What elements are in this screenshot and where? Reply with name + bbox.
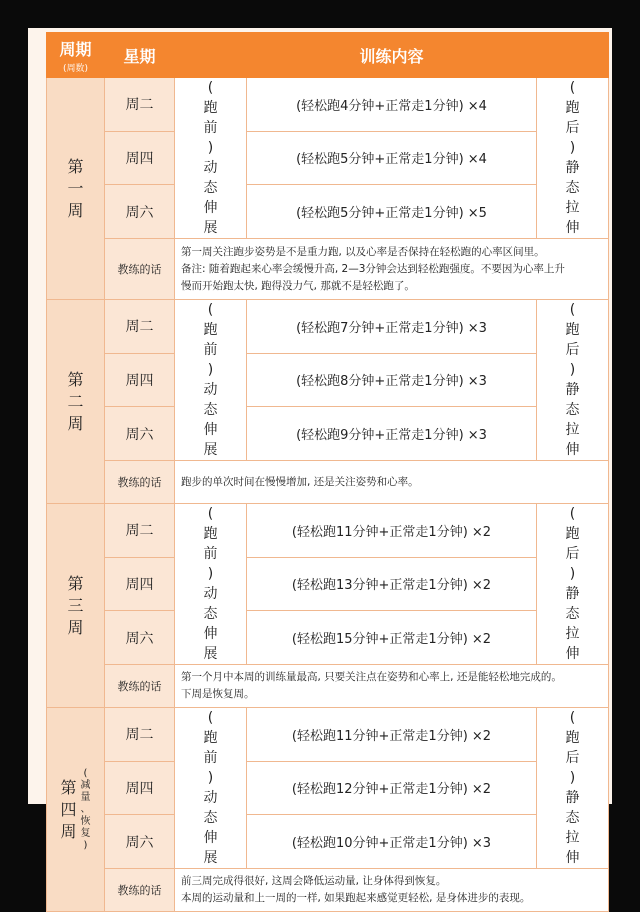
weekday-cell: 周六 [105, 815, 175, 869]
cooldown-char: 后 [565, 546, 580, 562]
session-cell: (轻松跑7分钟+正常走1分钟) ×3 [247, 300, 537, 354]
week-name-char: 第 [60, 777, 77, 797]
warmup-char: ( [207, 506, 214, 522]
weekday-cell: 周六 [105, 185, 175, 239]
cooldown-char: 跑 [565, 730, 580, 746]
warmup-char: 展 [203, 850, 218, 866]
warmup-char: 动 [203, 790, 218, 806]
coach-line: 本周的运动量和上一周的一样, 如果跑起来感觉更轻松, 是身体进步的表现。 [181, 892, 531, 904]
week-note-char: 恢 [80, 815, 91, 827]
day-row [47, 300, 609, 354]
warmup-char: ) [207, 140, 214, 156]
week-name [67, 369, 85, 435]
week-note-char: 减 [80, 779, 91, 791]
week-name-char: 三 [67, 595, 84, 615]
cooldown-char: 后 [565, 120, 580, 136]
warmup-char: 态 [203, 402, 218, 418]
warmup-char: 态 [203, 810, 218, 826]
week-name-char: 第 [67, 156, 84, 176]
coach-line: 跑步的单次时间在慢慢增加, 还是关注姿势和心率。 [181, 475, 419, 488]
day-row [47, 557, 609, 611]
cooldown-char: 静 [565, 790, 580, 806]
warmup-char: 前 [203, 120, 218, 136]
week-note-char: 、 [80, 803, 91, 815]
warmup-char: 伸 [203, 830, 218, 846]
coach-line: 下周是恢复周。 [181, 688, 255, 700]
week-name-char: 四 [60, 799, 77, 819]
day-row [47, 761, 609, 815]
warmup-char: 展 [203, 442, 218, 458]
warmup-char: 动 [203, 160, 218, 176]
week-note-char: ) [83, 839, 88, 851]
coach-row [47, 239, 609, 300]
week-name [60, 777, 78, 843]
cooldown-char: 伸 [565, 442, 580, 458]
coach-label: 教练的话 [105, 239, 175, 300]
cooldown-char: 拉 [565, 830, 580, 846]
cooldown-char: ) [569, 566, 576, 582]
cooldown-char: 伸 [565, 220, 580, 236]
warmup-char: ( [207, 302, 214, 318]
cooldown-char: 拉 [565, 626, 580, 642]
week-note [80, 768, 92, 852]
cooldown-char: 态 [565, 810, 580, 826]
cooldown-char: 后 [565, 750, 580, 766]
session-cell: (轻松跑12分钟+正常走1分钟) ×2 [247, 761, 537, 815]
warmup-char: 态 [203, 180, 218, 196]
warmup-char: 展 [203, 646, 218, 662]
weekday-cell: 周二 [105, 708, 175, 762]
session-cell: (轻松跑15分钟+正常走1分钟) ×2 [247, 611, 537, 665]
weekday-cell: 周二 [105, 78, 175, 132]
warmup-char: 前 [203, 750, 218, 766]
coach-label: 教练的话 [105, 869, 175, 912]
warmup-char: 动 [203, 382, 218, 398]
session-cell: (轻松跑4分钟+正常走1分钟) ×4 [247, 78, 537, 132]
warmup-char: 动 [203, 586, 218, 602]
plan-body [47, 78, 609, 912]
training-plan-table [46, 32, 609, 912]
cooldown-char: 伸 [565, 646, 580, 662]
cooldown-char: ( [569, 80, 576, 96]
coach-row [47, 461, 609, 504]
week-label-3 [47, 504, 105, 708]
warmup-char: 前 [203, 342, 218, 358]
week-name-char: 周 [67, 413, 84, 433]
cooldown-cell [537, 708, 609, 869]
week-label-4 [47, 708, 105, 912]
coach-text [175, 239, 609, 300]
session-cell: (轻松跑9分钟+正常走1分钟) ×3 [247, 407, 537, 461]
cooldown-cell [537, 78, 609, 239]
warmup-char: ) [207, 566, 214, 582]
cooldown-char: ( [569, 710, 576, 726]
coach-line: 备注: 随着跑起来心率会缓慢升高, 2—3分钟会达到轻松跑强度。不要因为心率上升 [181, 262, 565, 275]
warmup-cell [175, 504, 247, 665]
coach-row [47, 665, 609, 708]
header-period-sub: (周数) [62, 63, 89, 74]
day-row [47, 353, 609, 407]
cooldown-cell [537, 504, 609, 665]
weekday-cell: 周四 [105, 761, 175, 815]
cooldown-cell [537, 300, 609, 461]
session-cell: (轻松跑11分钟+正常走1分钟) ×2 [247, 708, 537, 762]
cooldown-char: 跑 [565, 322, 580, 338]
weekday-cell: 周四 [105, 353, 175, 407]
coach-line: 慢而开始跑太快, 跑得没力气, 那就不是轻松跑了。 [181, 279, 415, 292]
week-label-1 [47, 78, 105, 300]
warmup-char: 跑 [203, 322, 218, 338]
day-row [47, 78, 609, 132]
week-name-char: 二 [67, 391, 84, 411]
warmup-char: 伸 [203, 422, 218, 438]
week-name-char: 周 [67, 200, 84, 220]
warmup-char: ) [207, 362, 214, 378]
warmup-char: 跑 [203, 730, 218, 746]
coach-line: 第一周关注跑步姿势是不是重力跑, 以及心率是否保持在轻松跑的心率区间里。 [181, 245, 545, 258]
header-row [47, 33, 609, 78]
warmup-char: ( [207, 710, 214, 726]
coach-label: 教练的话 [105, 665, 175, 708]
coach-row [47, 869, 609, 912]
coach-text [175, 461, 609, 504]
session-cell: (轻松跑11分钟+正常走1分钟) ×2 [247, 504, 537, 558]
session-cell: (轻松跑5分钟+正常走1分钟) ×4 [247, 131, 537, 185]
week-note-char: 量 [80, 791, 91, 803]
week-note-char: ( [83, 767, 88, 779]
week-name-char: 一 [67, 178, 84, 198]
cooldown-char: 态 [565, 402, 580, 418]
warmup-cell [175, 708, 247, 869]
day-row [47, 185, 609, 239]
coach-text [175, 869, 609, 912]
warmup-char: ( [207, 80, 214, 96]
warmup-char: 伸 [203, 626, 218, 642]
day-row [47, 815, 609, 869]
day-row [47, 504, 609, 558]
coach-label: 教练的话 [105, 461, 175, 504]
warmup-char: 前 [203, 546, 218, 562]
cooldown-char: 态 [565, 180, 580, 196]
coach-text [175, 665, 609, 708]
warmup-cell [175, 78, 247, 239]
week-name [67, 573, 85, 639]
week-name-char: 周 [60, 821, 77, 841]
cooldown-char: 拉 [565, 200, 580, 216]
day-row [47, 611, 609, 665]
day-row [47, 708, 609, 762]
day-row [47, 131, 609, 185]
weekday-cell: 周四 [105, 131, 175, 185]
cooldown-char: ) [569, 140, 576, 156]
cooldown-char: ) [569, 770, 576, 786]
cooldown-char: 跑 [565, 526, 580, 542]
weekday-cell: 周四 [105, 557, 175, 611]
cooldown-char: 跑 [565, 100, 580, 116]
session-cell: (轻松跑13分钟+正常走1分钟) ×2 [247, 557, 537, 611]
week-name-char: 第 [67, 573, 84, 593]
session-cell: (轻松跑10分钟+正常走1分钟) ×3 [247, 815, 537, 869]
week-name-char: 第 [67, 369, 84, 389]
warmup-char: 展 [203, 220, 218, 236]
header-content: 训练内容 [175, 33, 609, 78]
week-name [67, 156, 85, 222]
week-name-char: 周 [67, 617, 84, 637]
cooldown-char: 拉 [565, 422, 580, 438]
header-period: 周期 (周数) [47, 33, 105, 78]
warmup-char: ) [207, 770, 214, 786]
day-row [47, 407, 609, 461]
weekday-cell: 周六 [105, 407, 175, 461]
warmup-char: 跑 [203, 100, 218, 116]
warmup-char: 态 [203, 606, 218, 622]
coach-line: 第一个月中本周的训练量最高, 只要关注点在姿势和心率上, 还是能轻松地完成的。 [181, 671, 562, 683]
warmup-char: 伸 [203, 200, 218, 216]
cooldown-char: ( [569, 506, 576, 522]
week-label-2 [47, 300, 105, 504]
header-weekday: 星期 [105, 33, 175, 78]
coach-line: 前三周完成得很好, 这周会降低运动量, 让身体得到恢复。 [181, 875, 447, 887]
cooldown-char: 后 [565, 342, 580, 358]
warmup-cell [175, 300, 247, 461]
cooldown-char: 静 [565, 160, 580, 176]
cooldown-char: 静 [565, 586, 580, 602]
session-cell: (轻松跑8分钟+正常走1分钟) ×3 [247, 353, 537, 407]
session-cell: (轻松跑5分钟+正常走1分钟) ×5 [247, 185, 537, 239]
cooldown-char: ( [569, 302, 576, 318]
cooldown-char: 伸 [565, 850, 580, 866]
weekday-cell: 周六 [105, 611, 175, 665]
weekday-cell: 周二 [105, 504, 175, 558]
week-note-char: 复 [80, 827, 91, 839]
cooldown-char: ) [569, 362, 576, 378]
weekday-cell: 周二 [105, 300, 175, 354]
cooldown-char: 态 [565, 606, 580, 622]
warmup-char: 跑 [203, 526, 218, 542]
cooldown-char: 静 [565, 382, 580, 398]
